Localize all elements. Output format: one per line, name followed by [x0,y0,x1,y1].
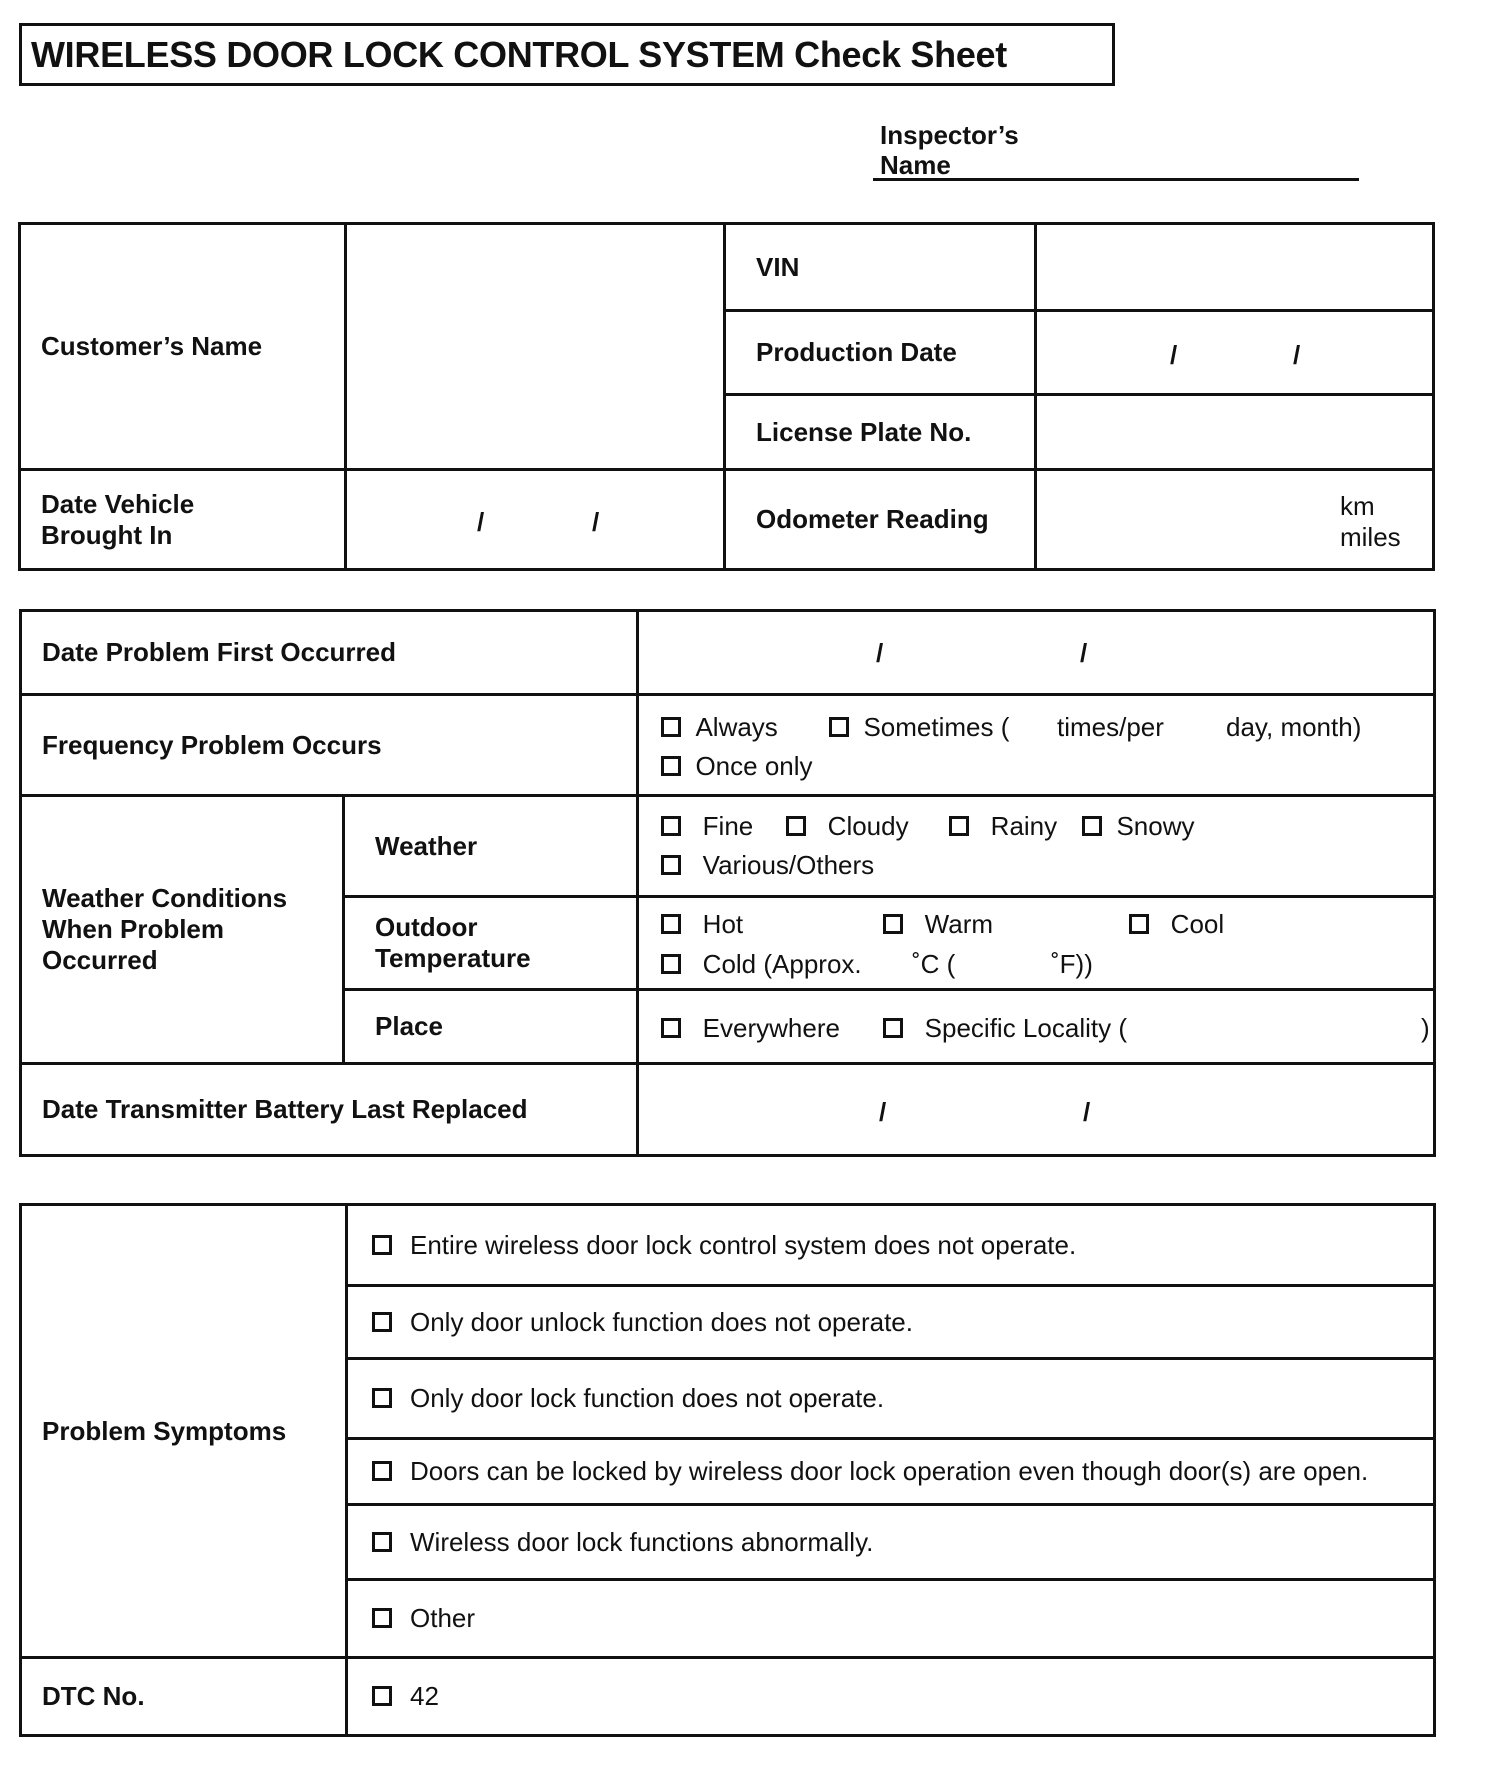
date-separator: / [592,507,600,537]
option-cool[interactable]: Cool [1129,909,1224,940]
place-label: Place [344,990,638,1064]
date-brought-in-field[interactable] [346,470,725,570]
option-fine[interactable]: Fine [661,811,753,842]
checkbox-icon[interactable] [1129,914,1149,934]
vin-field[interactable] [1036,224,1434,311]
weather-label: Weather [344,796,638,897]
battery-replaced-label: Date Transmitter Battery Last Replaced [21,1064,638,1156]
frequency-options [638,695,1435,796]
weather-options [638,796,1435,897]
symptom-item[interactable]: Only door unlock function does not operate. [347,1286,1435,1359]
option-sometimes[interactable]: Sometimes ( [829,712,1009,743]
closing-paren: ) [1421,1013,1430,1043]
checkbox-icon[interactable] [661,855,681,875]
inspector-name-field[interactable] [873,178,1359,181]
date-brought-in-label [20,470,346,570]
option-specific-locality[interactable]: Specific Locality ( [883,1013,1127,1044]
dtc-no-label: DTC No. [21,1658,347,1736]
option-hot[interactable]: Hot [661,909,743,940]
check-sheet-title: WIRELESS DOOR LOCK CONTROL SYSTEM Check Sheet [19,23,1115,86]
checkbox-icon[interactable] [372,1608,392,1628]
checkbox-icon[interactable] [372,1388,392,1408]
outdoor-temp-line2: Temperature [375,943,531,973]
deg-f-text: ˚F)) [1051,949,1093,979]
unit-miles: miles [1340,522,1401,552]
option-once-only[interactable]: Once only [661,751,813,782]
option-rainy[interactable]: Rainy [949,811,1057,842]
checkbox-icon[interactable] [829,717,849,737]
checkbox-icon[interactable] [372,1532,392,1552]
date-separator: / [1293,340,1301,370]
date-separator: / [1083,1097,1091,1127]
odometer-label: Odometer Reading [725,470,1036,570]
date-brought-in-label-line2: Brought In [41,519,173,550]
checkbox-icon[interactable] [372,1235,392,1255]
customer-name-field[interactable] [346,224,725,470]
option-everywhere[interactable]: Everywhere [661,1013,840,1044]
place-options [638,990,1435,1064]
option-warm[interactable]: Warm [883,909,993,940]
symptom-item[interactable]: Doors can be locked by wireless door lock operation even though door(s) are open. [347,1439,1435,1505]
symptom-item[interactable]: Entire wireless door lock control system does not operate. [347,1205,1435,1286]
checkbox-icon[interactable] [661,756,681,776]
date-separator: / [876,638,884,668]
production-date-field[interactable] [1036,311,1434,395]
outdoor-temp-line1: Outdoor [375,912,478,942]
option-cold[interactable]: Cold (Approx. [661,949,862,980]
weather-group-line1: Weather Conditions [42,883,288,913]
outdoor-temperature-label [344,897,638,990]
checkbox-icon[interactable] [661,816,681,836]
date-separator: / [1170,340,1178,370]
checkbox-icon[interactable] [661,954,681,974]
checkbox-icon[interactable] [661,914,681,934]
symptom-item[interactable]: Wireless door lock functions abnormally. [347,1505,1435,1580]
date-first-occurred-field[interactable] [638,611,1435,695]
temperature-options [638,897,1435,990]
date-separator: / [1080,638,1088,668]
inspector-name-label [880,120,1019,180]
production-date-label: Production Date [725,311,1036,395]
option-snowy[interactable]: Snowy [1082,811,1195,842]
customer-name-label: Customer’s Name [20,224,346,470]
option-various-others[interactable]: Various/Others [661,850,874,881]
license-plate-field[interactable] [1036,395,1434,470]
checkbox-icon[interactable] [883,1018,903,1038]
option-always[interactable]: Always [661,712,778,743]
deg-c-text: ˚C ( [912,949,956,979]
inspector-label-line2: Name [880,150,951,180]
odometer-field[interactable] [1036,470,1434,570]
weather-group-line2: When Problem [42,914,225,944]
symptom-item[interactable]: Only door lock function does not operate. [347,1359,1435,1439]
date-separator: / [477,507,485,537]
checkbox-icon[interactable] [1082,816,1102,836]
symptom-item[interactable]: Other [347,1580,1435,1658]
vehicle-info-table [18,222,1435,571]
dtc-value: 42 [410,1681,439,1711]
weather-group-line3: Occurred [42,945,158,975]
checkbox-icon[interactable] [661,717,681,737]
frequency-label: Frequency Problem Occurs [21,695,638,796]
times-per-text: times/per [1057,712,1164,742]
weather-conditions-label [21,796,344,1064]
conditions-table [19,609,1436,1157]
inspector-label-line1: Inspector’s [880,120,1019,150]
checkbox-icon[interactable] [372,1686,392,1706]
battery-replaced-field[interactable] [638,1064,1435,1156]
day-month-text: day, month) [1226,712,1362,742]
checkbox-icon[interactable] [786,816,806,836]
problem-symptoms-label: Problem Symptoms [21,1205,347,1658]
license-plate-label: License Plate No. [725,395,1036,470]
checkbox-icon[interactable] [372,1461,392,1481]
date-brought-in-label-line1: Date Vehicle [41,488,195,519]
date-first-occurred-label: Date Problem First Occurred [21,611,638,695]
dtc-item[interactable] [347,1658,1435,1736]
checkbox-icon[interactable] [883,914,903,934]
checkbox-icon[interactable] [661,1018,681,1038]
date-separator: / [879,1097,887,1127]
vin-label: VIN [725,224,1036,311]
unit-km: km [1340,491,1375,521]
checkbox-icon[interactable] [949,816,969,836]
option-cloudy[interactable]: Cloudy [786,811,909,842]
checkbox-icon[interactable] [372,1312,392,1332]
symptoms-table [19,1203,1436,1737]
